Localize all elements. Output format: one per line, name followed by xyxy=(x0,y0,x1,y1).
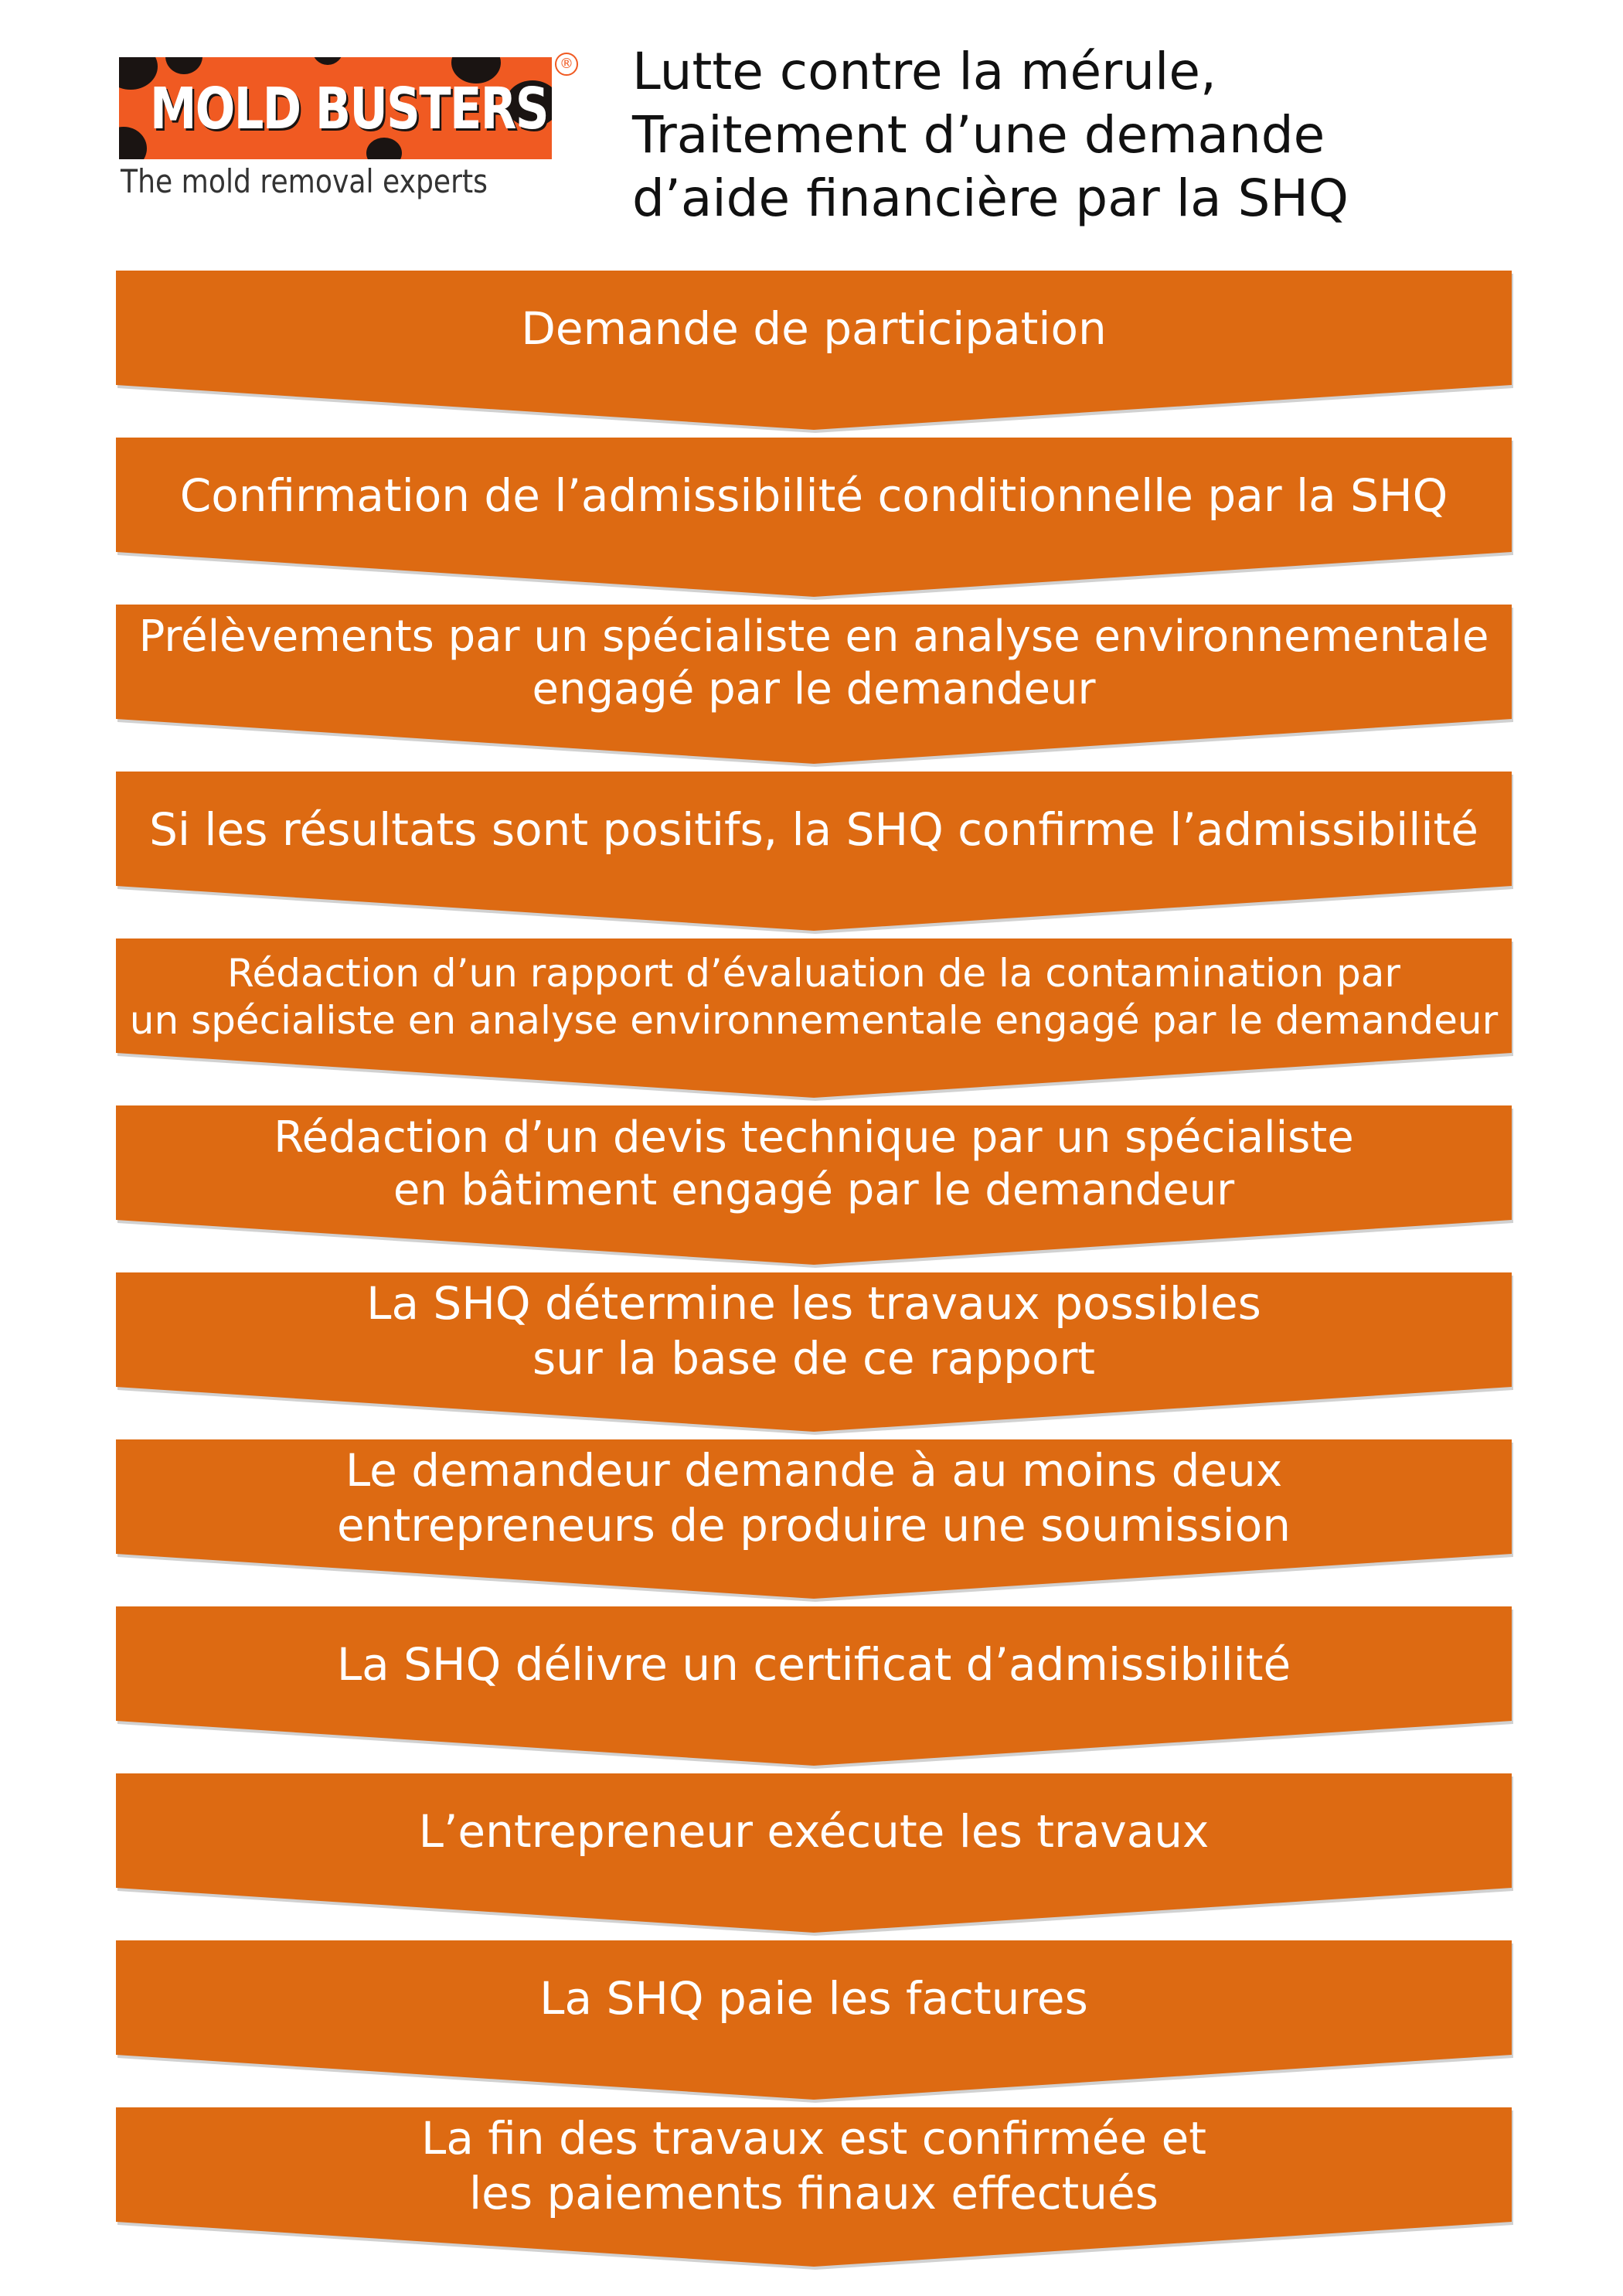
step-label xyxy=(116,950,1512,1044)
step-label-line: Le demandeur demande à au moins deux xyxy=(345,1444,1283,1497)
flow-step-2 xyxy=(116,438,1512,597)
flow-step-9 xyxy=(116,1606,1512,1766)
title-line: d’aide financière par la SHQ xyxy=(632,169,1349,228)
flow-step-7 xyxy=(116,1272,1512,1432)
step-label xyxy=(116,611,1512,716)
flow-step-4 xyxy=(116,772,1512,931)
step-label-line: entrepreneurs de produire une soumission xyxy=(337,1499,1291,1552)
flow-step-5 xyxy=(116,938,1512,1098)
step-label-line: les paiements finaux effectués xyxy=(469,2167,1159,2219)
step-label-line: Si les résultats sont positifs, la SHQ confirme l’admissibilité xyxy=(149,803,1478,856)
step-label xyxy=(116,803,1512,857)
step-label xyxy=(116,1972,1512,2026)
step-label xyxy=(116,1112,1512,1217)
step-label-line: Rédaction d’un devis technique par un spécialiste xyxy=(274,1112,1354,1163)
flow-step-12 xyxy=(116,2107,1512,2267)
registered-mark: ® xyxy=(555,53,578,76)
step-label-line: un spécialiste en analyse environnementale engagé par le demandeur xyxy=(129,998,1499,1043)
step-label xyxy=(116,1805,1512,1859)
title-line: Traitement d’une demande xyxy=(632,105,1325,165)
step-label-line: Rédaction d’un rapport d’évaluation de la contamination par xyxy=(227,951,1400,996)
step-label-line: La SHQ délivre un certificat d’admissibilité xyxy=(336,1638,1291,1691)
flow-step-1 xyxy=(116,271,1512,430)
flow-step-11 xyxy=(116,1940,1512,2100)
step-label xyxy=(116,1276,1512,1386)
step-label-line: engagé par le demandeur xyxy=(532,664,1096,714)
step-label xyxy=(116,469,1512,523)
flow-step-6 xyxy=(116,1105,1512,1265)
step-label xyxy=(116,1443,1512,1553)
step-label-line: Demande de participation xyxy=(521,302,1107,355)
step-label xyxy=(116,1638,1512,1692)
step-label-line: en bâtiment engagé par le demandeur xyxy=(393,1165,1235,1215)
step-label-line: sur la base de ce rapport xyxy=(532,1332,1096,1385)
title-line: Lutte contre la mérule, xyxy=(632,42,1216,101)
step-label-line: Confirmation de l’admissibilité conditionnelle par la SHQ xyxy=(179,469,1448,522)
step-label xyxy=(116,2111,1512,2221)
flow-step-10 xyxy=(116,1773,1512,1933)
flow-step-8 xyxy=(116,1439,1512,1599)
flow-step-3 xyxy=(116,605,1512,764)
step-label-line: La SHQ paie les factures xyxy=(539,1972,1088,2025)
logo-tagline: The mold removal experts xyxy=(121,162,488,200)
step-label xyxy=(116,302,1512,356)
step-label-line: L’entrepreneur exécute les travaux xyxy=(418,1805,1210,1858)
step-label-line: Prélèvements par un spécialiste en analyse environnementale xyxy=(138,611,1489,662)
logo-wordmark: MOLD BUSTERS xyxy=(150,76,548,142)
step-label-line: La fin des travaux est confirmée et xyxy=(421,2112,1206,2165)
step-label-line: La SHQ détermine les travaux possibles xyxy=(366,1277,1261,1330)
